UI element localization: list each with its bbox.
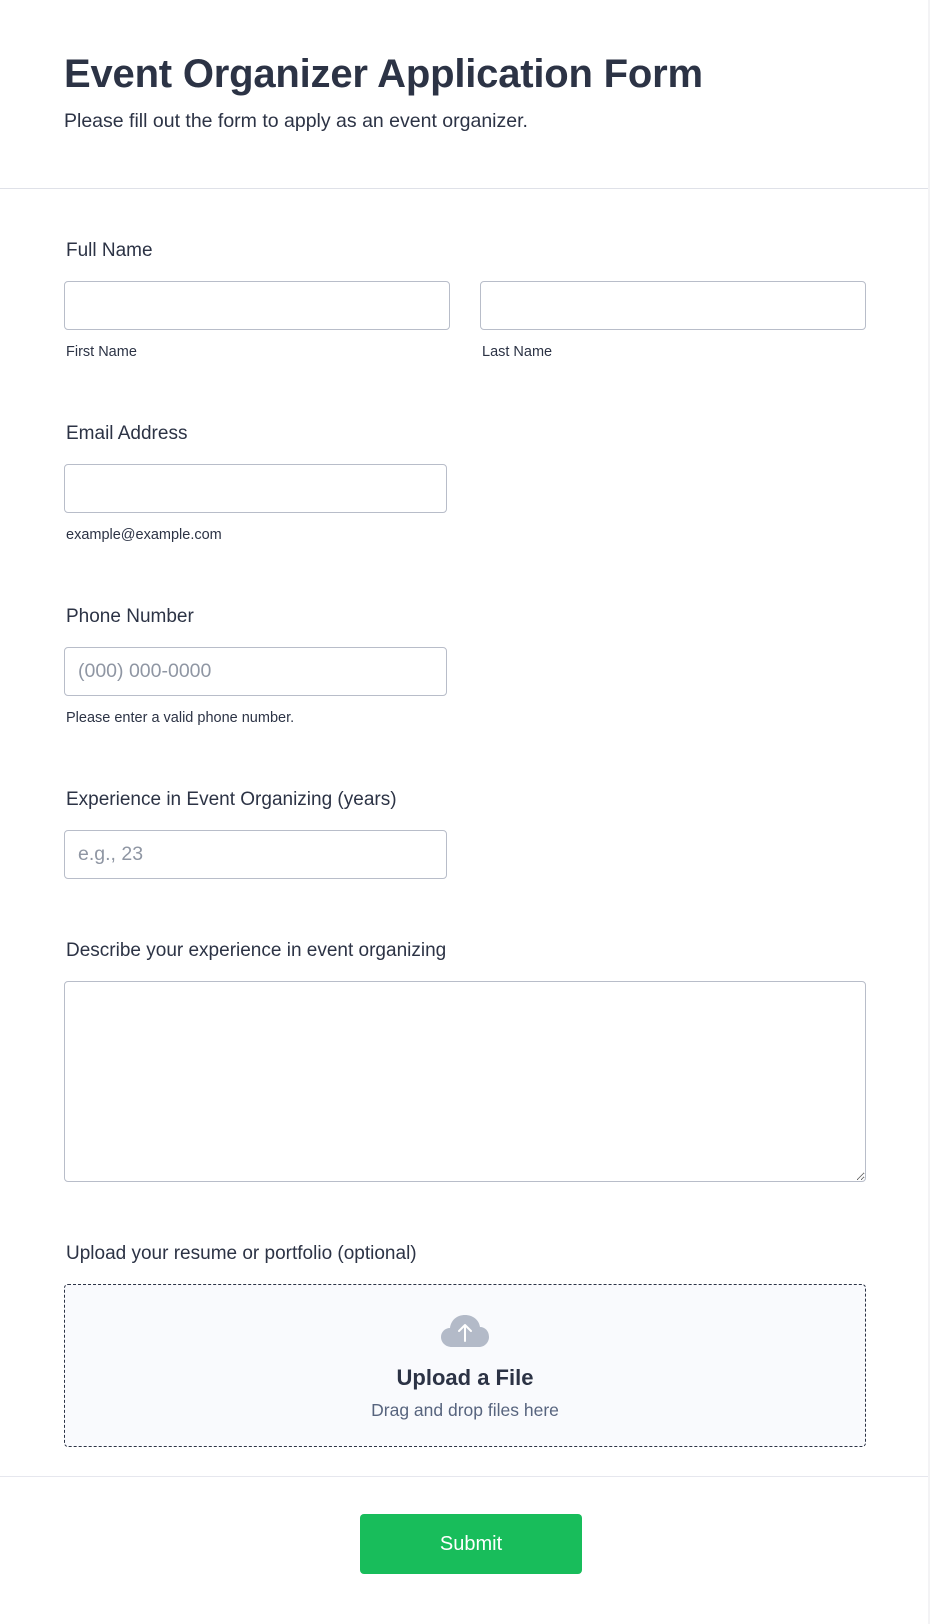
experience-description-label: Describe your experience in event organizing — [66, 940, 447, 961]
phone-label: Phone Number — [66, 606, 194, 627]
page-subtitle: Please fill out the form to apply as an event organizer. — [64, 110, 528, 132]
form-header — [0, 0, 928, 189]
first-name-sublabel: First Name — [66, 344, 137, 360]
first-name-input[interactable] — [64, 281, 450, 330]
experience-description-textarea[interactable] — [64, 981, 866, 1182]
email-sublabel: example@example.com — [66, 527, 222, 543]
experience-years-label: Experience in Event Organizing (years) — [66, 789, 397, 810]
last-name-input[interactable] — [480, 281, 866, 330]
phone-input[interactable] — [64, 647, 447, 696]
file-upload-dropzone[interactable] — [64, 1284, 866, 1447]
upload-label: Upload your resume or portfolio (optional) — [66, 1243, 417, 1264]
page-title: Event Organizer Application Form — [64, 52, 703, 96]
submit-button[interactable]: Submit — [360, 1514, 582, 1574]
email-label: Email Address — [66, 423, 188, 444]
email-input[interactable] — [64, 464, 447, 513]
upload-title: Upload a File — [396, 1365, 534, 1390]
upload-subtitle: Drag and drop files here — [371, 1400, 559, 1420]
phone-sublabel: Please enter a valid phone number. — [66, 710, 295, 726]
experience-years-input[interactable] — [64, 830, 447, 879]
cloud-upload-icon — [440, 1313, 490, 1349]
full-name-label: Full Name — [66, 240, 153, 261]
footer-divider — [0, 1476, 928, 1477]
last-name-sublabel: Last Name — [482, 344, 553, 360]
